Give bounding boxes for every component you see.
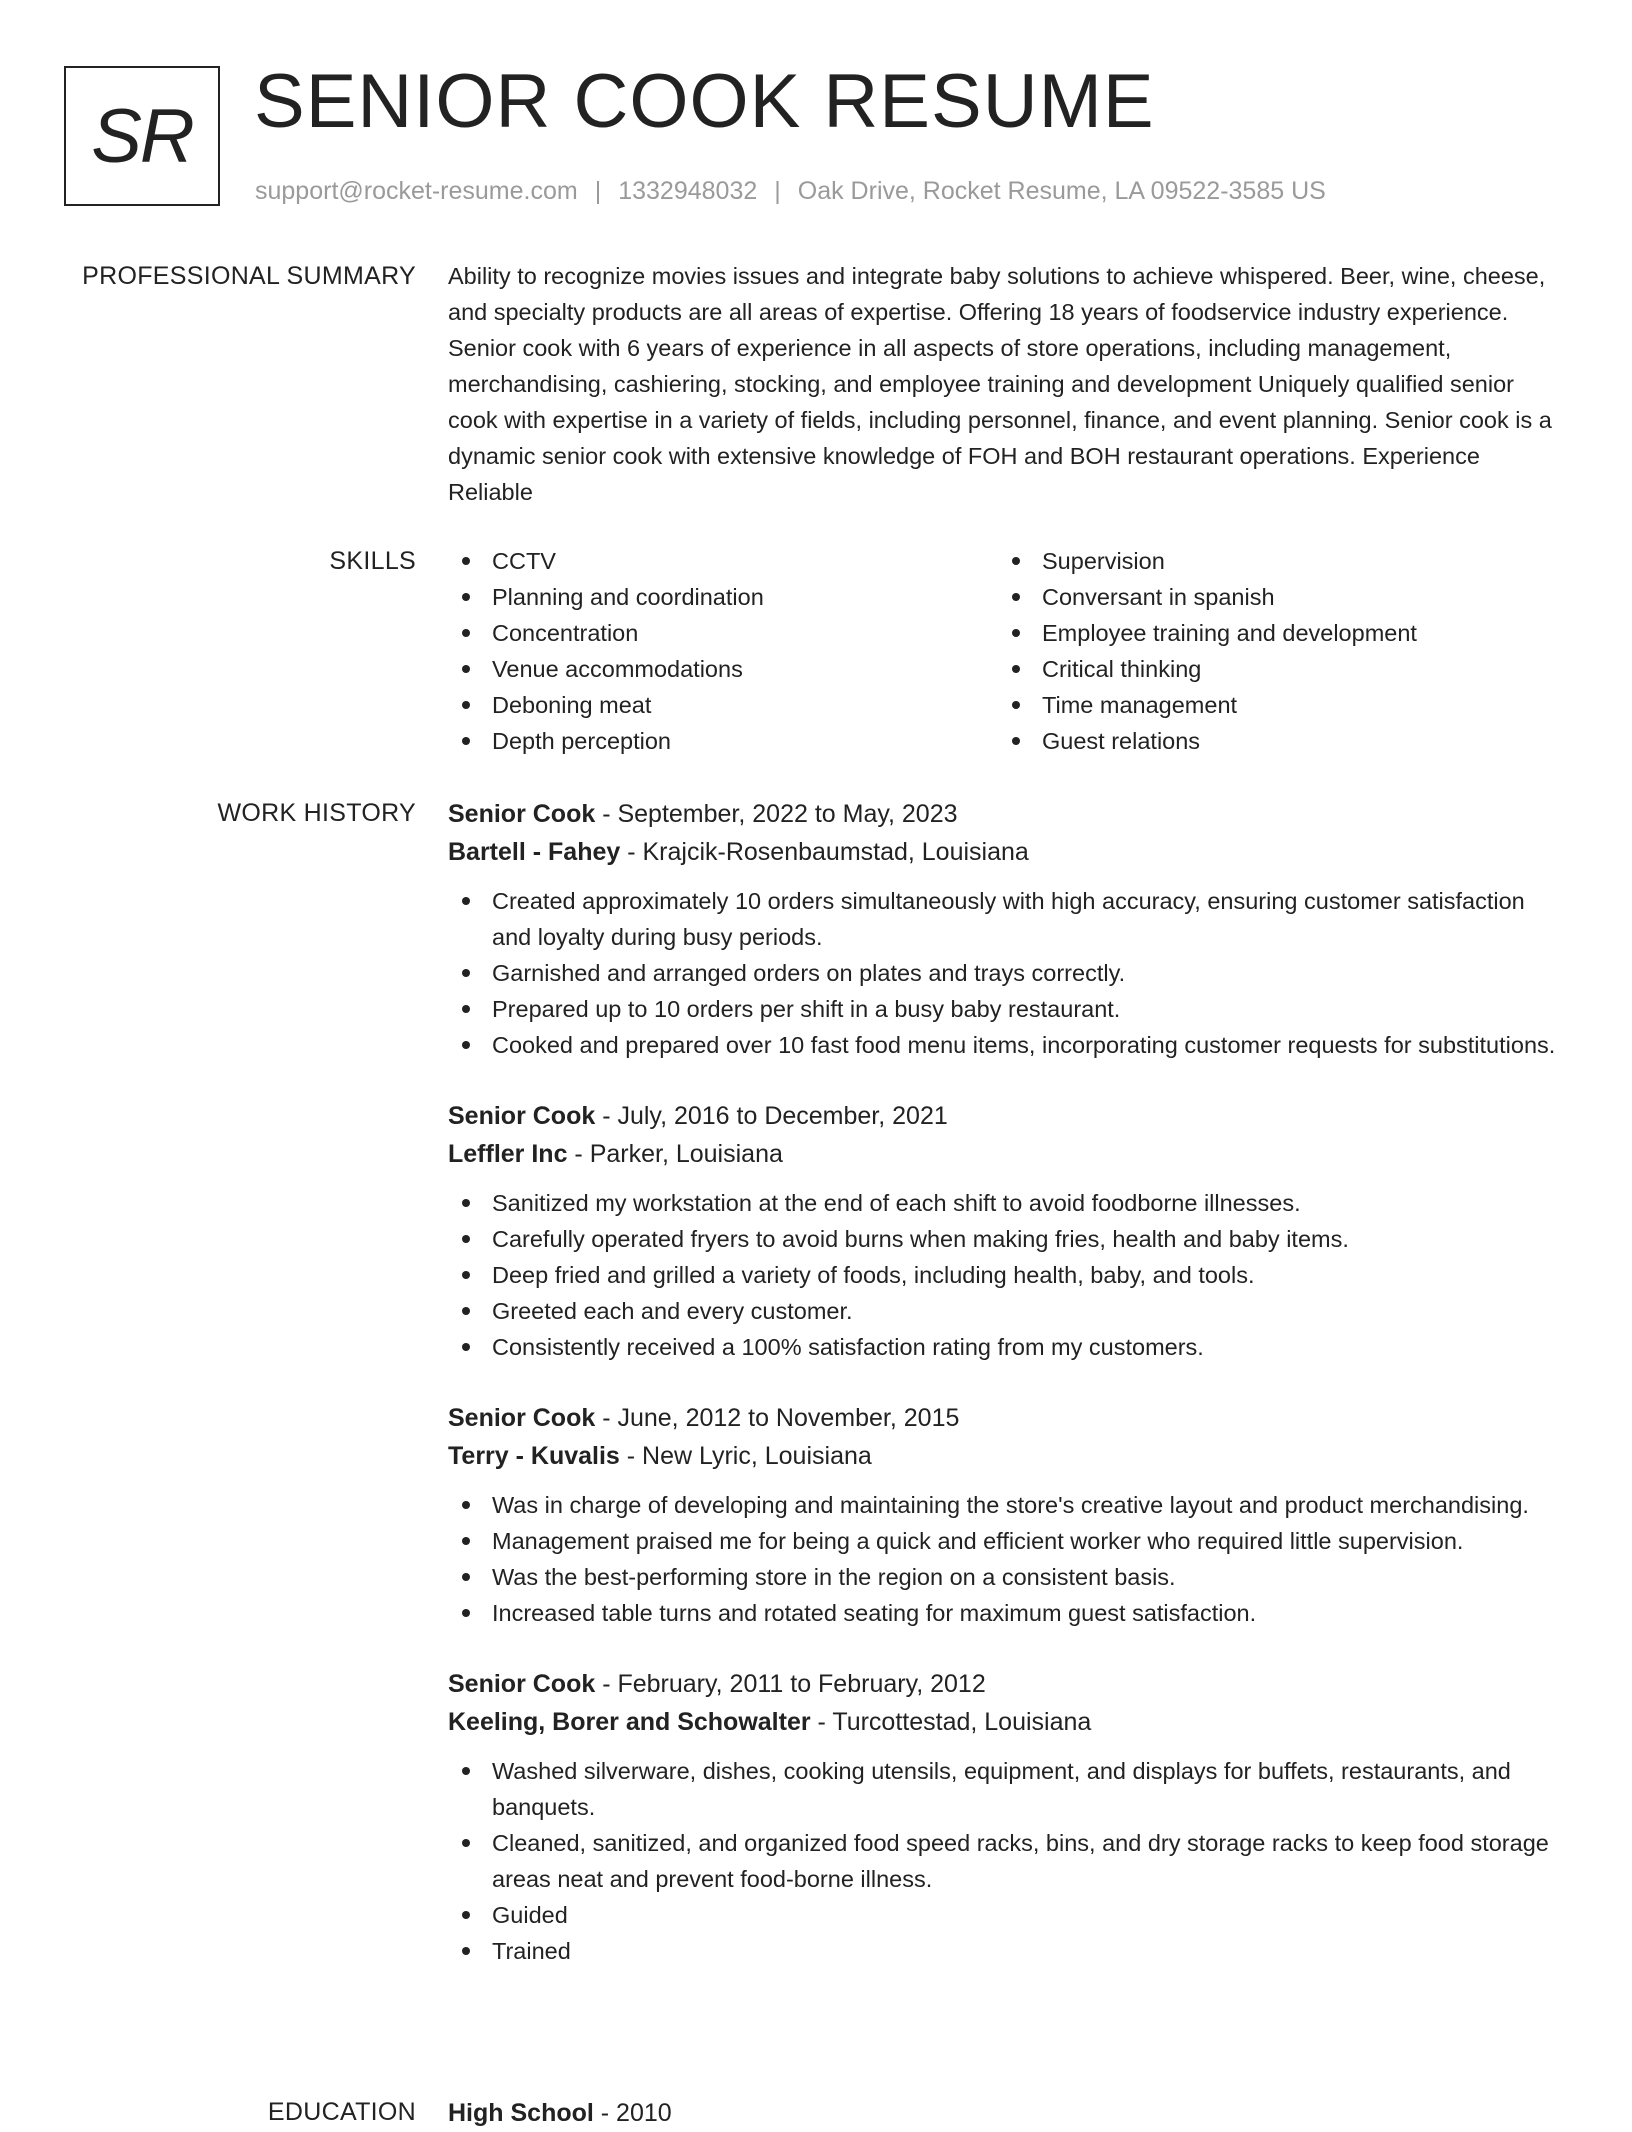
job-bullet: Greeted each and every customer. <box>448 1293 1568 1329</box>
job-entry <box>448 1399 1568 1631</box>
job-bullet: Cleaned, sanitized, and organized food speed racks, bins, and dry storage racks to keep food storage areas neat and prevent food-borne illness. <box>448 1825 1568 1897</box>
job-bullet: Carefully operated fryers to avoid burns when making fries, health and baby items. <box>448 1221 1568 1257</box>
job-title-line <box>448 1665 1568 1703</box>
job-bullet: Was the best-performing store in the region on a consistent basis. <box>448 1559 1568 1595</box>
job-bullet: Created approximately 10 orders simultaneously with high accuracy, ensuring customer satisfaction and loyalty during busy periods. <box>448 883 1568 955</box>
job-bullet: Deep fried and grilled a variety of foods, including health, baby, and tools. <box>448 1257 1568 1293</box>
job-dates: - February, 2011 to February, 2012 <box>595 1670 986 1698</box>
job-bullet: Washed silverware, dishes, cooking utensils, equipment, and displays for buffets, restaurants, and banquets. <box>448 1753 1568 1825</box>
job-title-line <box>448 1097 1568 1135</box>
skill-item: CCTV <box>448 543 998 579</box>
skills-list-right <box>998 543 1548 759</box>
job-bullet: Trained <box>448 1933 1568 1969</box>
skill-item: Time management <box>998 687 1548 723</box>
job-title: Senior Cook <box>448 1404 596 1432</box>
skills-body <box>448 543 1568 759</box>
job-bullet: Sanitized my workstation at the end of each shift to avoid foodborne illnesses. <box>448 1185 1568 1221</box>
job-location: - Turcottestad, Louisiana <box>810 1708 1092 1736</box>
job-dates: - September, 2022 to May, 2023 <box>595 800 958 828</box>
job-company-line <box>448 1437 1568 1475</box>
education-line <box>448 2094 1568 2132</box>
contact-email[interactable]: support@rocket-resume.com <box>255 177 578 205</box>
contact-address: Oak Drive, Rocket Resume, LA 09522-3585 US <box>797 177 1326 205</box>
skill-item: Employee training and development <box>998 615 1548 651</box>
skill-item: Critical thinking <box>998 651 1548 687</box>
summary-text: Ability to recognize movies issues and integrate baby solutions to achieve whispered. Beer, wine, cheese, and specialty products are all areas of expertise. Offering 18 years of foodservice industry experience. Senior cook with 6 years of experience in all aspects of store operations, including management, merchandising, cashiering, stocking, and employee training and development Uniquely qualified senior cook with expertise in a variety of fields, including personnel, finance, and event planning. Senior cook is a dynamic senior cook with extensive knowledge of FOH and BOH restaurant operations. Experience Reliable <box>448 263 1552 505</box>
summary-heading: PROFESSIONAL SUMMARY <box>82 262 416 290</box>
monogram-badge <box>64 66 220 206</box>
job-entry <box>448 1665 1568 1969</box>
job-bullets <box>448 1487 1568 1631</box>
job-company: Keeling, Borer and Schowalter <box>448 1708 811 1736</box>
job-dates: - June, 2012 to November, 2015 <box>595 1404 960 1432</box>
job-bullet: Garnished and arranged orders on plates and trays correctly. <box>448 955 1568 991</box>
contact-phone[interactable]: 1332948032 <box>618 177 758 205</box>
job-location: - Parker, Louisiana <box>567 1140 783 1168</box>
work-history-heading: WORK HISTORY <box>217 799 416 827</box>
job-title: Senior Cook <box>448 800 596 828</box>
education-body <box>448 2094 1568 2132</box>
contact-separator: | <box>774 177 781 205</box>
skill-item: Planning and coordination <box>448 579 998 615</box>
job-bullet: Prepared up to 10 orders per shift in a busy baby restaurant. <box>448 991 1568 1027</box>
job-company: Leffler Inc <box>448 1140 568 1168</box>
skill-item: Guest relations <box>998 723 1548 759</box>
contact-line <box>255 174 1326 208</box>
skills-list-left <box>448 543 998 759</box>
job-entry <box>448 1097 1568 1365</box>
job-bullet: Increased table turns and rotated seating for maximum guest satisfaction. <box>448 1595 1568 1631</box>
job-company-line <box>448 1135 1568 1173</box>
job-bullet: Cooked and prepared over 10 fast food menu items, incorporating customer requests for substitutions. <box>448 1027 1568 1063</box>
job-company-line <box>448 833 1568 871</box>
skill-item: Deboning meat <box>448 687 998 723</box>
skills-heading: SKILLS <box>329 547 416 575</box>
job-bullet: Guided <box>448 1897 1568 1933</box>
skill-item: Depth perception <box>448 723 998 759</box>
education-year: - 2010 <box>593 2099 672 2127</box>
summary-body <box>448 258 1568 510</box>
job-company: Bartell - Fahey <box>448 838 621 866</box>
monogram-initials: SR <box>91 93 193 179</box>
skill-item: Conversant in spanish <box>998 579 1548 615</box>
skill-item: Venue accommodations <box>448 651 998 687</box>
job-bullet: Was in charge of developing and maintaining the store's creative layout and product merchandising. <box>448 1487 1568 1523</box>
job-bullets <box>448 883 1568 1063</box>
job-company: Terry - Kuvalis <box>448 1442 620 1470</box>
job-title-line <box>448 795 1568 833</box>
skill-item: Concentration <box>448 615 998 651</box>
job-entry <box>448 795 1568 1063</box>
skill-item: Supervision <box>998 543 1548 579</box>
contact-separator: | <box>594 177 602 205</box>
job-bullets <box>448 1185 1568 1365</box>
job-title-line <box>448 1399 1568 1437</box>
job-bullet: Management praised me for being a quick and efficient worker who required little supervision. <box>448 1523 1568 1559</box>
job-company-line <box>448 1703 1568 1741</box>
job-location: - New Lyric, Louisiana <box>619 1442 872 1470</box>
job-bullets <box>448 1753 1568 1969</box>
work-history-body <box>448 795 1568 2003</box>
job-dates: - July, 2016 to December, 2021 <box>595 1102 948 1130</box>
education-degree: High School <box>448 2099 594 2127</box>
job-location: - Krajcik-Rosenbaumstad, Louisiana <box>620 838 1029 866</box>
job-title: Senior Cook <box>448 1670 596 1698</box>
education-heading: EDUCATION <box>267 2098 416 2126</box>
resume-title: SENIOR COOK RESUME <box>254 59 1155 144</box>
job-bullet: Consistently received a 100% satisfaction rating from my customers. <box>448 1329 1568 1365</box>
job-title: Senior Cook <box>448 1102 596 1130</box>
